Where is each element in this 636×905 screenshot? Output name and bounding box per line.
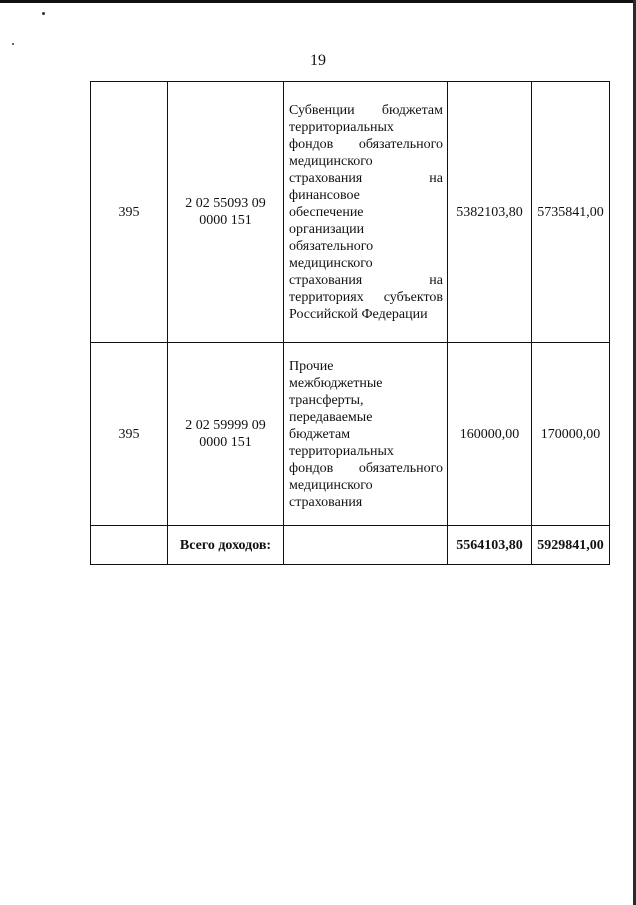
description-line: Субвенции бюджетам [289, 102, 443, 118]
scan-speck [42, 12, 45, 15]
description-line: страхования на [289, 170, 443, 186]
description-line: медицинского [289, 255, 373, 271]
description-line: обязательного [289, 238, 374, 254]
table-row [91, 82, 610, 343]
description-line: территориальных [289, 119, 394, 135]
description-cell [284, 82, 448, 343]
budget-code-cell: 2 02 59999 09 0000 151 [168, 343, 284, 526]
description-line: финансовое [289, 187, 360, 203]
value-2018-cell: 5382103,80 [448, 82, 532, 343]
budget-code-cell: 2 02 55093 09 0000 151 [168, 82, 284, 343]
description-line: межбюджетные [289, 375, 383, 391]
income-table [90, 81, 610, 565]
value-2019-cell: 5735841,00 [532, 82, 610, 343]
value-2018-cell: 160000,00 [448, 343, 532, 526]
total-value-2019: 5929841,00 [532, 526, 610, 565]
description-line: обеспечение [289, 204, 364, 220]
table-row [91, 343, 610, 526]
admin-code-cell: 395 [91, 82, 168, 343]
description-line: трансферты, [289, 392, 364, 408]
description-line: медицинского [289, 477, 373, 493]
total-value-2018: 5564103,80 [448, 526, 532, 565]
description-line: территориях субъектов [289, 289, 443, 305]
total-row [91, 526, 610, 565]
total-empty-cell [284, 526, 448, 565]
description-line: бюджетам [289, 426, 351, 442]
description-line: страхования на [289, 272, 443, 288]
description-line: Российской Федерации [289, 306, 428, 322]
description-line: фондов обязательного [289, 460, 443, 476]
page-number: 19 [310, 52, 326, 69]
description-cell [284, 343, 448, 526]
description-line: медицинского [289, 153, 373, 169]
page-top-edge [0, 0, 636, 3]
description-line: территориальных [289, 443, 394, 459]
description-line: организации [289, 221, 365, 237]
value-2019-cell: 170000,00 [532, 343, 610, 526]
description-line: Прочие [289, 358, 334, 374]
scan-speck [12, 43, 14, 45]
total-empty-cell [91, 526, 168, 565]
description-line: страхования [289, 494, 363, 510]
description-line: фондов обязательного [289, 136, 443, 152]
admin-code-cell: 395 [91, 343, 168, 526]
total-label: Всего доходов: [168, 526, 284, 565]
description-line: передаваемые [289, 409, 373, 425]
